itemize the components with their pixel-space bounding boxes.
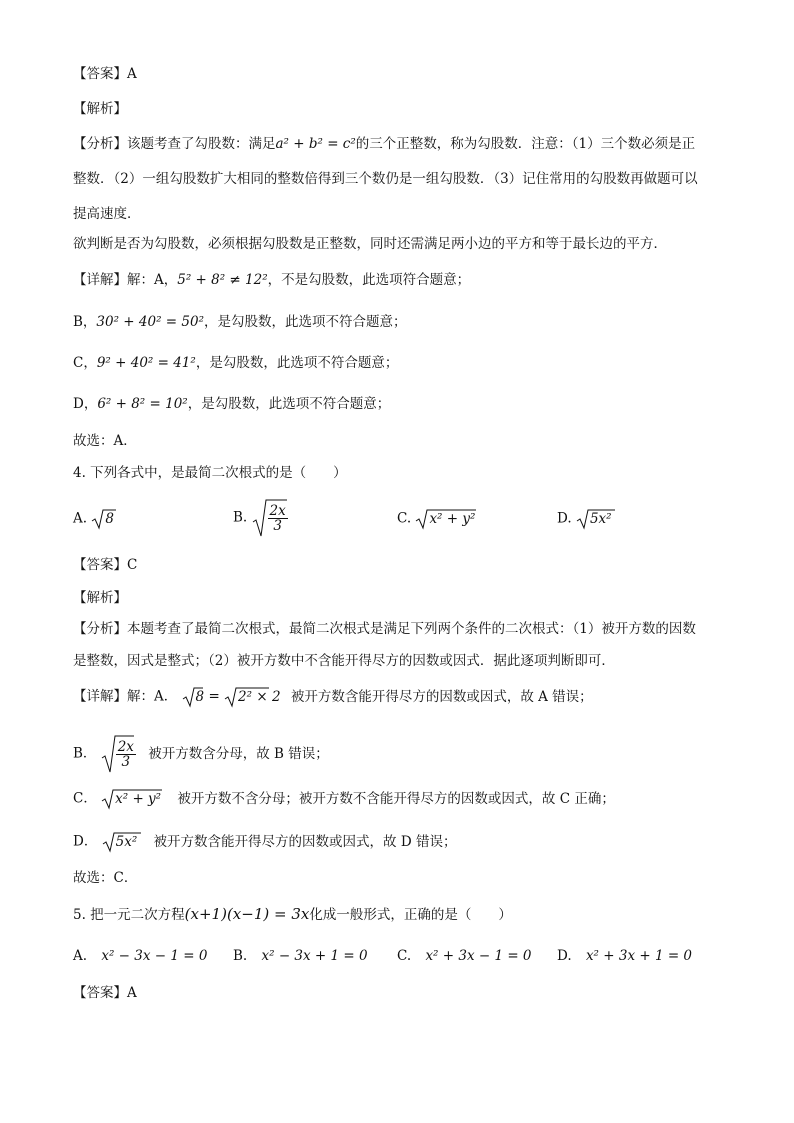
q4-detail-d-suffix: 被开方数含能开得尽方的因数或因式，故 D 错误； [153,833,457,850]
q3-detail-a-formula: 5² + 8² ≠ 12² [177,272,268,288]
q3-detail-c-prefix: C， [73,355,97,371]
q4-detail-a-formula-left: 8 [195,688,205,705]
q5-option-b [233,946,368,966]
q4-detail-c-suffix: 被开方数不含分母；被开方数不含能开得尽方的因数或因式，故 C 正确； [177,790,615,807]
q4-detail-b-suffix: 被开方数含分母，故 B 错误； [148,745,329,762]
q4-detail-b-numerator: 2x [117,738,134,755]
q4-detail-a-prefix: 【详解】解：A． [73,688,178,705]
q4-option-d-label: D. [557,510,572,527]
q4-detail-b-prefix: B． [73,745,97,762]
q4-option-b-fraction [268,504,288,533]
q3-detail-a-suffix: ，不是勾股数，此选项符合题意； [267,272,471,288]
q3-detail-d-prefix: D， [73,396,98,412]
q4-detail-b-denominator: 3 [121,753,131,770]
q5-option-c-formula: x² + 3x − 1 = 0 [425,948,532,964]
q5-option-d-formula: x² + 3x + 1 = 0 [585,948,693,964]
q4-option-c-label: C. [397,510,412,527]
q4-detail-a-formula-right: 2² × 2 [238,688,281,705]
q4-option-a [73,508,114,530]
q4-choice: 故选：C． [73,870,138,886]
q5-option-c [397,946,532,966]
q5-option-b-label: B. [233,948,248,964]
q3-detail-d-formula: 6² + 8² = 10² [97,396,188,412]
q5-stem-text-b: 化成一般形式，正确的是（ ） [309,907,512,923]
q3-detail-c-formula: 9² + 40² = 41² [96,355,196,371]
q4-option-d [557,508,612,530]
q3-choice: 故选：A． [73,433,137,449]
q4-stem: 4. 下列各式中，是最简二次根式的是（ ） [73,465,347,481]
q4-detail-c [73,788,615,810]
q4-option-b [233,498,288,538]
q4-detail-c-prefix: C． [73,790,97,807]
q4-detail-a-suffix: 被开方数含能开得尽方的因数或因式，故 A 错误； [290,688,593,705]
q3-detail-d [73,394,390,414]
q5-answer: 【答案】A [73,985,137,1001]
q3-fenxi-line4: 欲判断是否为勾股数，必须根据勾股数是正整数，同时还需满足两小边的平方和等于最长边的平方． [73,236,667,252]
q4-detail-d-radicand: 5x² [115,833,138,850]
q4-detail-b [73,734,329,774]
q4-analysis-heading: 【解析】 [73,590,127,606]
q3-detail-b-formula: 30² + 40² = 50² [96,314,204,330]
q4-option-b-numerator: 2x [269,502,286,519]
q4-fenxi-line2: 是整数，因式是整式；（2）被开方数中不含能开得尽方的因数或因式．据此逐项判断即可． [73,653,615,669]
q4-detail-d [73,831,456,853]
q3-answer: 【答案】A [73,66,137,82]
equals-sign: = [208,688,220,705]
q3-detail-a [73,270,470,290]
q4-option-c-radicand: x² + y² [429,510,476,527]
q4-option-b-denominator: 3 [273,517,282,534]
q5-option-d-label: D. [557,948,572,964]
q4-option-d-radicand: 5x² [589,510,612,527]
q5-option-a [73,946,207,966]
q3-analysis-heading: 【解析】 [73,101,127,117]
q4-option-b-label: B. [233,509,248,526]
q3-detail-a-prefix: 【详解】解：A， [73,272,178,288]
q3-detail-b-prefix: B， [73,314,97,330]
q3-detail-c-suffix: ，是勾股数，此选项不符合题意； [195,355,399,371]
q5-option-b-formula: x² − 3x + 1 = 0 [261,948,368,964]
q3-detail-b-suffix: ，是勾股数，此选项不符合题意； [203,314,407,330]
q5-option-c-label: C. [397,948,412,964]
q4-answer: 【答案】C [73,557,138,573]
q5-option-a-label: A. [73,948,88,964]
q3-fenxi-line1 [73,134,695,154]
q5-option-d [557,946,692,966]
q4-option-a-radicand: 8 [105,510,114,527]
q3-detail-d-suffix: ，是勾股数，此选项不符合题意； [187,396,391,412]
q4-detail-b-fraction [116,740,136,769]
q3-detail-b [73,312,406,332]
q3-fenxi-text-b: 的三个正整数，称为勾股数．注意：（1）三个数必须是正 [355,136,696,152]
q4-fenxi-line1: 【分析】本题考查了最简二次根式，最简二次根式是满足下列两个条件的二次根式：（1）被开方数的因数 [73,621,696,637]
q5-stem-formula: (x+1)(x−1) = 3x [184,905,310,923]
q4-detail-a [73,686,593,708]
q3-detail-c [73,353,398,373]
q3-fenxi-text-a: 【分析】该题考查了勾股数：满足 [73,136,276,152]
q4-option-c [397,508,475,530]
q4-option-a-label: A. [73,510,88,527]
q3-fenxi-line3: 提高速度． [73,206,141,222]
q5-stem-text-a: 5. 把一元二次方程 [73,907,185,923]
q3-fenxi-line2: 整数．（2）一组勾股数扩大相同的整数倍得到三个数仍是一组勾股数．（3）记住常用的勾股数再做题可以 [73,171,698,187]
q4-detail-c-radicand: x² + y² [115,790,162,807]
q3-fenxi-formula: a² + b² = c² [275,136,356,152]
q5-stem [73,904,512,925]
q5-option-a-formula: x² − 3x − 1 = 0 [101,948,208,964]
q4-detail-d-prefix: D． [73,833,98,850]
